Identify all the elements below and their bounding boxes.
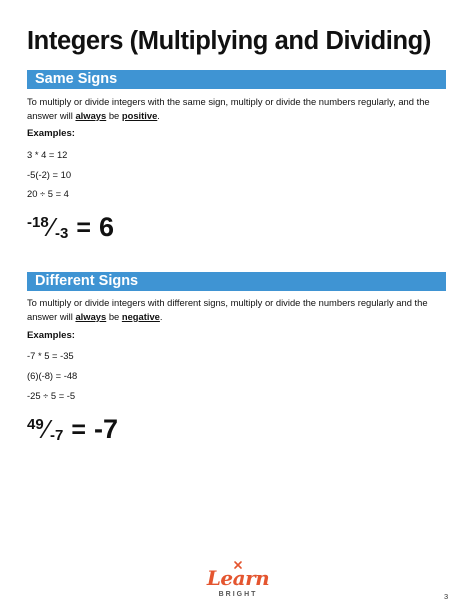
logo-word: Learn [206,566,270,590]
page-title: Integers (Multiplying and Dividing) [27,27,431,55]
rule-text: To multiply or divide integers with the same sign, multiply or divide the numbers regularly, and the answer will [27,96,430,121]
rule-text: . [157,109,160,121]
equation-result: -7 [93,414,118,444]
equation-numerator: -18 [27,214,49,231]
example-item: (6)(-8) = -48 [27,370,78,381]
logo-subtitle: BRIGHT [218,591,258,598]
section-heading-label: Same Signs [35,71,118,87]
emphasis-always: always [75,310,107,322]
example-item: 3 * 4 = 12 [27,149,68,160]
equation-result: 6 [98,212,115,242]
emphasis-negative: negative [121,310,160,322]
big-equation [27,414,118,445]
example-item: 20 ÷ 5 = 4 [27,188,69,199]
rule-text: . [159,310,163,322]
same-signs-rule [27,95,447,122]
big-equation [27,212,114,243]
examples-label: Examples: [27,128,75,139]
section-heading-different-signs [27,272,446,291]
example-item: -5(-2) = 10 [27,169,72,180]
page-number: 3 [444,592,449,601]
different-signs-rule [27,296,447,323]
emphasis-always: always [75,109,107,121]
example-item: -7 * 5 = -35 [27,350,74,361]
emphasis-positive: positive [121,109,158,121]
equation-equals: = [76,214,91,242]
rule-text: be [106,310,122,322]
equation-numerator: 49 [27,416,44,433]
rule-text: To multiply or divide integers with different signs, multiply or divide the numbers regularly and the answer will [27,297,428,322]
equation-denominator: -7 [50,427,64,444]
learn-bright-logo [200,560,276,600]
equation-equals: = [71,416,86,444]
examples-label: Examples: [27,330,75,341]
equation-denominator: -3 [55,225,69,242]
section-heading-same-signs [27,70,446,89]
rule-text: be [106,109,122,121]
example-item: -25 ÷ 5 = -5 [27,390,76,401]
section-heading-label: Different Signs [35,273,139,289]
equation-slash: ⁄ [44,414,50,444]
equation-slash: ⁄ [49,212,55,242]
